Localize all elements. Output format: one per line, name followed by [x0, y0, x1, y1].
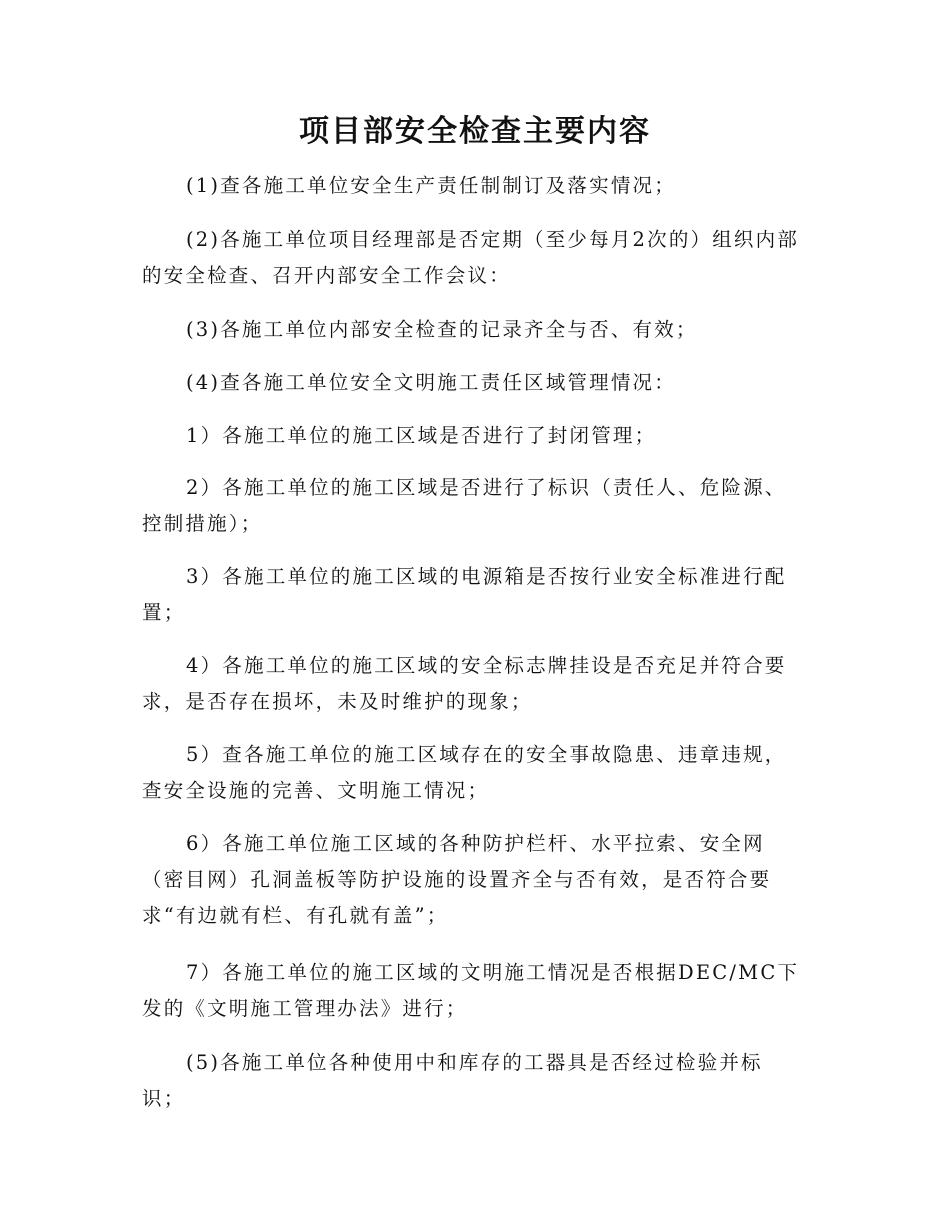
paragraph-2: (2)各施工单位项目经理部是否定期（至少每月2次的）组织内部的安全检查、召开内部安全工作会议： — [142, 228, 800, 287]
document-title: 项目部安全检查主要内容 — [299, 114, 651, 149]
paragraph-7: 3）各施工单位的施工区域的电源箱是否按行业安全标准进行配置； — [142, 565, 787, 624]
paragraph-11: 7）各施工单位的施工区域的文明施工情况是否根据DEC/MC下发的《文明施工管理办法》进行； — [142, 961, 800, 1020]
paragraph-10: 6）各施工单位施工区域的各种防护栏杆、水平拉索、安全网（密目网）孔洞盖板等防护设施的设置齐全与否有效，是否符合要求“有边就有栏、有孔就有盖”； — [142, 832, 772, 927]
paragraph-1: (1)查各施工单位安全生产责任制制订及落实情况； — [186, 174, 676, 197]
paragraph-6: 2）各施工单位的施工区域是否进行了标识（责任人、危险源、控制措施）； — [142, 476, 787, 535]
paragraph-3: (3)各施工单位内部安全检查的记录齐全与否、有效； — [186, 318, 698, 341]
paragraph-5: 1）各施工单位的施工区域是否进行了封闭管理； — [186, 424, 657, 447]
paragraph-4: (4)查各施工单位安全文明施工责任区域管理情况： — [186, 371, 676, 394]
paragraph-8: 4）各施工单位的施工区域的安全标志牌挂设是否充足并符合要求，是否存在损坏，未及时维护的现象； — [142, 654, 787, 713]
paragraph-9: 5）查各施工单位的施工区域存在的安全事故隐患、违章违规，查安全设施的完善、文明施工情况； — [142, 743, 787, 802]
paragraph-12: (5)各施工单位各种使用中和库存的工器具是否经过检验并标识； — [142, 1051, 763, 1110]
